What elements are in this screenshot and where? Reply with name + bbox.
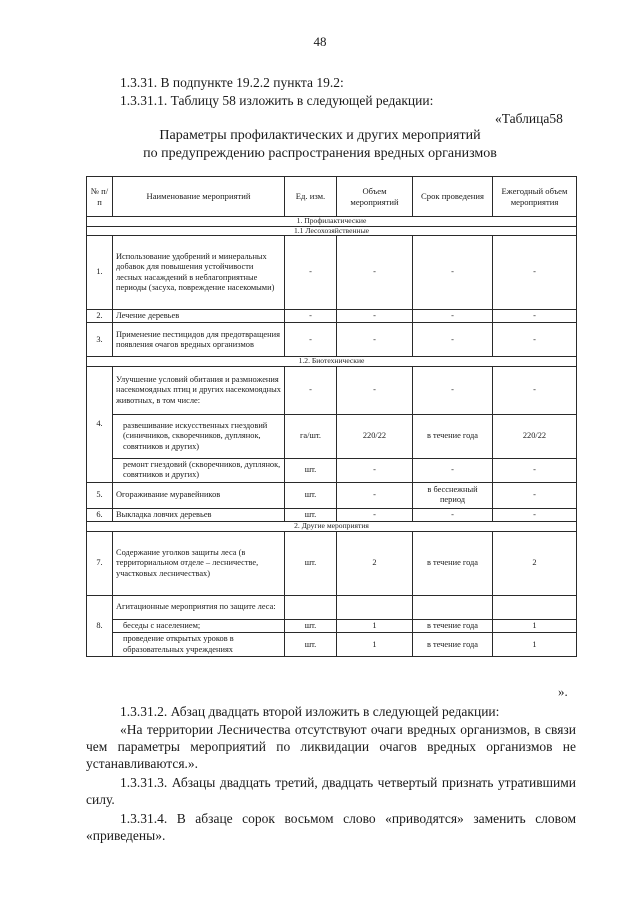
cell-volume: - [337, 366, 413, 414]
table-row [87, 323, 577, 357]
header-term: Срок проведения [413, 177, 493, 217]
table-row [87, 531, 577, 595]
cell-unit: шт. [285, 633, 337, 657]
header-unit: Ед. изм. [285, 177, 337, 217]
cell-num: 5. [87, 482, 113, 508]
clause-1-3-31-3: 1.3.31.3. Абзацы двадцать третий, двадцать четвертый признать утратившими силу. [86, 775, 576, 807]
section-row [87, 226, 577, 236]
clause-1-3-31-4: 1.3.31.4. В абзаце сорок восьмом слово «приводятся» заменить словом «приведены». [86, 811, 576, 843]
header-annual: Ежегодный объем мероприятия [493, 177, 577, 217]
section-heading: 1. Профилактические [87, 217, 577, 227]
cell-annual: - [493, 323, 577, 357]
cell-volume: - [337, 310, 413, 323]
cell-annual: - [493, 458, 577, 482]
cell-name: Огораживание муравейников [113, 482, 285, 508]
cell-volume: 1 [337, 619, 413, 632]
table-header-row [87, 177, 577, 217]
cell-annual: - [493, 508, 577, 521]
cell-unit: - [285, 310, 337, 323]
cell-unit: шт. [285, 482, 337, 508]
cell-annual: 1 [493, 619, 577, 632]
cell-annual: - [493, 366, 577, 414]
cell-term: - [413, 508, 493, 521]
cell-unit: шт. [285, 619, 337, 632]
table-row [87, 366, 577, 414]
section-row [87, 357, 577, 367]
cell-volume: - [337, 236, 413, 310]
table-row [87, 458, 577, 482]
cell-volume: - [337, 458, 413, 482]
cell-volume: 2 [337, 531, 413, 595]
section-heading: 1.2. Биотехнические [87, 357, 577, 367]
cell-term: - [413, 310, 493, 323]
cell-unit: шт. [285, 531, 337, 595]
cell-name: развешивание искусственных гнездовий (синичников, скворечников, дуплянок, совятников и других) [113, 414, 285, 458]
clause-1-3-31-2: 1.3.31.2. Абзац двадцать второй изложить в следующей редакции: [120, 704, 500, 719]
cell-volume: - [337, 323, 413, 357]
header-volume: Объем мероприятий [337, 177, 413, 217]
cell-volume [337, 595, 413, 619]
cell-name: беседы с населением; [113, 619, 285, 632]
cell-term: в течение года [413, 531, 493, 595]
cell-num: 2. [87, 310, 113, 323]
cell-name: Выкладка ловчих деревьев [113, 508, 285, 521]
section-heading: 1.1 Лесохозяйственные [87, 226, 577, 236]
cell-name: Агитационные мероприятия по защите леса: [113, 595, 285, 619]
cell-num: 4. [87, 366, 113, 482]
cell-num: 8. [87, 595, 113, 656]
table-title-line-1: Параметры профилактических и других мероприятий [159, 128, 481, 143]
cell-name: ремонт гнездовий (скворечников, дуплянок, совятников и других) [113, 458, 285, 482]
cell-volume: 220/22 [337, 414, 413, 458]
cell-term: - [413, 236, 493, 310]
cell-annual: - [493, 236, 577, 310]
cell-unit: га/шт. [285, 414, 337, 458]
closing-quote: ». [558, 684, 568, 699]
cell-volume: 1 [337, 633, 413, 657]
cell-volume: - [337, 508, 413, 521]
section-heading: 2. Другие мероприятия [87, 522, 577, 532]
cell-term [413, 595, 493, 619]
table-row [87, 619, 577, 632]
header-name: Наименование мероприятий [113, 177, 285, 217]
section-row [87, 217, 577, 227]
table-row [87, 595, 577, 619]
cell-unit: - [285, 366, 337, 414]
cell-volume: - [337, 482, 413, 508]
cell-name: Содержание уголков защиты леса (в территориальном отделе – лесничестве, участковых лесничествах) [113, 531, 285, 595]
cell-num: 7. [87, 531, 113, 595]
section-row [87, 522, 577, 532]
measures-table [86, 176, 577, 657]
cell-unit: шт. [285, 458, 337, 482]
table-caption: «Таблица58 [495, 111, 563, 126]
table-title-line-2: по предупреждению распространения вредных организмов [143, 146, 497, 161]
cell-annual: - [493, 310, 577, 323]
cell-annual: - [493, 482, 577, 508]
clause-1-3-31: 1.3.31. В подпункте 19.2.2 пункта 19.2: [120, 75, 344, 90]
table-row [87, 508, 577, 521]
cell-term: в течение года [413, 633, 493, 657]
cell-annual: 1 [493, 633, 577, 657]
cell-unit: шт. [285, 508, 337, 521]
cell-term: в бесснежный период [413, 482, 493, 508]
table-row [87, 633, 577, 657]
cell-term: - [413, 366, 493, 414]
clause-1-3-31-1: 1.3.31.1. Таблицу 58 изложить в следующей редакции: [120, 93, 434, 108]
page-number: 48 [313, 34, 327, 49]
cell-name: Лечение деревьев [113, 310, 285, 323]
cell-term: - [413, 458, 493, 482]
cell-num: 1. [87, 236, 113, 310]
cell-name: проведение открытых уроков в образовательных учреждениях [113, 633, 285, 657]
paragraph-quote: «На территории Лесничества отсутствуют очаги вредных организмов, в связи чем параметры мероприятий по ликвидации очагов вредных организмов не устанавливаются.». [86, 722, 576, 771]
cell-annual: 220/22 [493, 414, 577, 458]
header-num: № п/п [87, 177, 113, 217]
table-row [87, 414, 577, 458]
table-row [87, 310, 577, 323]
cell-unit: - [285, 236, 337, 310]
cell-num: 3. [87, 323, 113, 357]
cell-name: Применение пестицидов для предотвращения появления очагов вредных организмов [113, 323, 285, 357]
cell-annual [493, 595, 577, 619]
cell-unit: - [285, 323, 337, 357]
cell-num: 6. [87, 508, 113, 521]
cell-term: - [413, 323, 493, 357]
table-row [87, 482, 577, 508]
cell-term: в течение года [413, 414, 493, 458]
cell-term: в течение года [413, 619, 493, 632]
cell-annual: 2 [493, 531, 577, 595]
cell-name: Улучшение условий обитания и размножения насекомоядных птиц и других насекомоядных животных, в том числе: [113, 366, 285, 414]
cell-name: Использование удобрений и минеральных добавок для повышения устойчивости лесных насаждений в неблагоприятные периоды (засуха, повреждение насекомыми) [113, 236, 285, 310]
table-row [87, 236, 577, 310]
cell-unit [285, 595, 337, 619]
